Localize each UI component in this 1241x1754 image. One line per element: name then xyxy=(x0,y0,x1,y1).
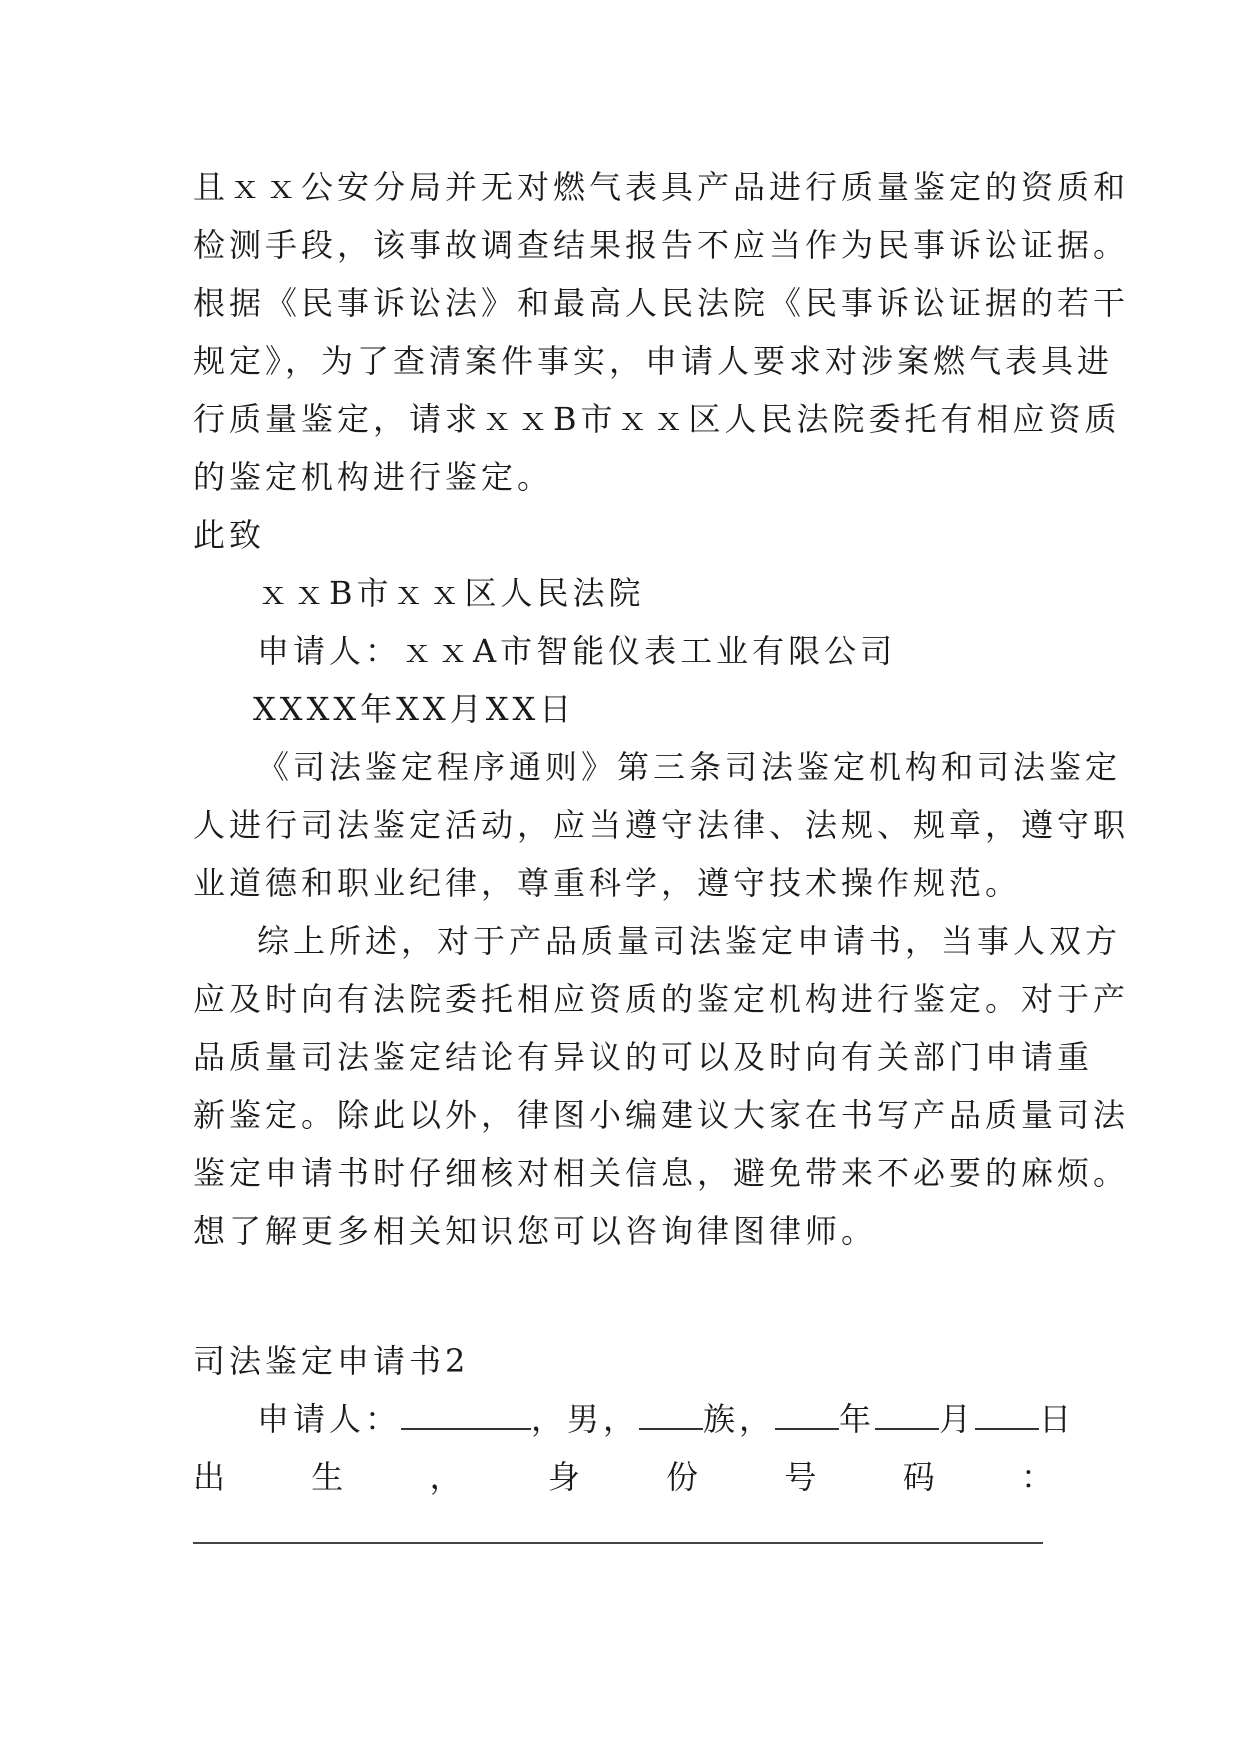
text-line: 业道德和职业纪律，尊重科学，遵守技术操作规范。 xyxy=(193,864,1022,902)
month-blank[interactable] xyxy=(875,1402,939,1430)
birth-id-line xyxy=(193,1448,1053,1506)
text-line: 行质量鉴定，请求ｘｘB市ｘｘ区人民法院委托有相应资质 xyxy=(193,400,1121,438)
section-title: 司法鉴定申请书2 xyxy=(193,1342,470,1380)
applicant-label: 申请人： xyxy=(257,1400,402,1438)
birth-id-char: 出 xyxy=(193,1458,226,1496)
id-number-blank-line[interactable] xyxy=(193,1542,1043,1544)
birth-id-char: 份 xyxy=(666,1458,699,1496)
text-line: 新鉴定。除此以外，律图小编建议大家在书写产品质量司法 xyxy=(193,1096,1130,1134)
birth-id-char: 号 xyxy=(784,1458,817,1496)
text-line: 规定》，为了查清案件事实，申请人要求对涉案燃气表具进 xyxy=(193,342,1114,380)
year-blank[interactable] xyxy=(775,1402,839,1430)
paragraph-2 xyxy=(193,738,1130,912)
applicant-signature: 申请人：ｘｘA市智能仪表工业有限公司 xyxy=(257,632,897,670)
month-suffix: 月 xyxy=(939,1400,976,1438)
text-line: 应及时向有法院委托相应资质的鉴定机构进行鉴定。对于产 xyxy=(193,980,1130,1018)
paragraph-3 xyxy=(193,912,1130,1260)
ethnicity-blank[interactable] xyxy=(639,1402,703,1430)
text-line: 《司法鉴定程序通则》第三条司法鉴定机构和司法鉴定 xyxy=(257,748,1122,786)
birth-id-char: 身 xyxy=(547,1458,580,1496)
day-blank[interactable] xyxy=(975,1402,1039,1430)
section-spacer xyxy=(193,1260,1053,1332)
text-line: 鉴定申请书时仔细核对相关信息，避免带来不必要的麻烦。 xyxy=(193,1154,1130,1192)
name-blank[interactable] xyxy=(401,1402,531,1430)
gender-text: ，男， xyxy=(531,1400,640,1438)
text-line: 检测手段，该事故调查结果报告不应当作为民事诉讼证据。 xyxy=(193,226,1130,264)
text-line: 综上所述，对于产品质量司法鉴定申请书，当事人双方 xyxy=(257,922,1122,960)
birth-id-char: ， xyxy=(429,1458,462,1496)
paragraph-1 xyxy=(193,158,1130,506)
text-line: 品质量司法鉴定结论有异议的可以及时向有关部门申请重 xyxy=(193,1038,1094,1076)
text-line: 的鉴定机构进行鉴定。 xyxy=(193,458,554,496)
applicant-form-line xyxy=(193,1390,1076,1448)
day-suffix: 日 xyxy=(1039,1400,1076,1438)
birth-id-char: 码 xyxy=(902,1458,935,1496)
text-line: 想了解更多相关知识您可以咨询律图律师。 xyxy=(193,1212,878,1250)
birth-id-char: ： xyxy=(1020,1458,1053,1496)
ethnicity-suffix: 族， xyxy=(703,1400,776,1438)
closing-salutation: 此致 xyxy=(193,516,266,554)
text-line: 根据《民事诉讼法》和最高人民法院《民事诉讼证据的若干 xyxy=(193,284,1130,322)
text-line: 人进行司法鉴定活动，应当遵守法律、法规、规章，遵守职 xyxy=(193,806,1130,844)
document-page xyxy=(193,158,1130,1544)
birth-id-char: 生 xyxy=(311,1458,344,1496)
year-suffix: 年 xyxy=(839,1400,876,1438)
recipient-court: ｘｘB市ｘｘ区人民法院 xyxy=(257,574,645,612)
date-line: XXXX年XX月XX日 xyxy=(253,690,576,728)
text-line: 且ｘｘ公安分局并无对燃气表具产品进行质量鉴定的资质和 xyxy=(193,168,1130,206)
